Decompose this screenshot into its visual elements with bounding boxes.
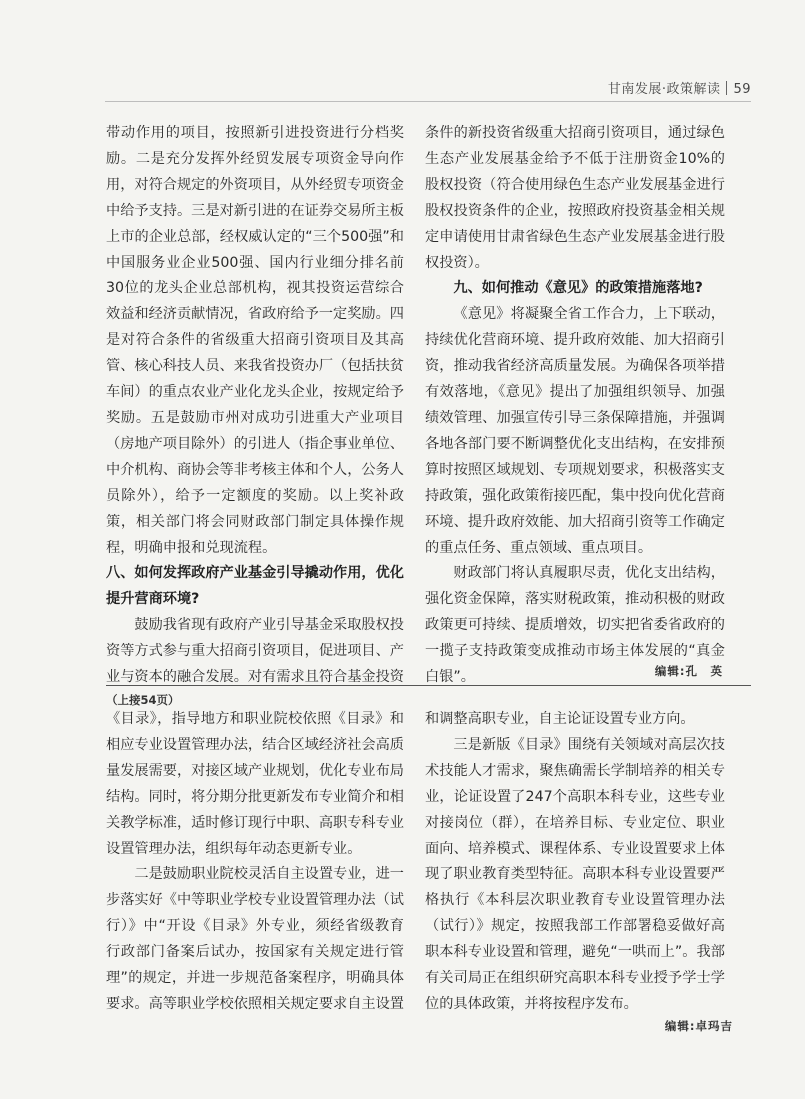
header-divider bbox=[726, 81, 727, 95]
paragraph: 《目录》，指导地方和职业院校依照《目录》和相应专业设置管理办法，结合区域经济社会高质量发展需要，对接区域产业规划，优化专业布局结构。同时，将分期分批更新发布专业简介和相关教学标准，适时修订现行中职、高职专科专业设置管理办法，组织每年动态更新专业。 bbox=[106, 711, 404, 857]
top-left-column bbox=[106, 121, 404, 691]
section-heading: 八、如何发挥政府产业基金引导撬动作用，优化提升营商环境? bbox=[106, 565, 404, 608]
editor-credit: 编辑:卓玛吉 bbox=[664, 1019, 733, 1033]
paragraph: 《意见》将凝聚全省工作合力，上下联动，持续优化营商环境、提升政府效能、加大招商引资，推动我省经济高质量发展。为确保各项举措有效落地，《意见》提出了加强组织领导、加强绩效管理、加强宣传引导三条保障措施，并强调各地各部门要不断调整优化支出结构，在安排预算时按照区域规划、专项规划要求，积极落实支持政策，强化政策衔接匹配，集中投向优化营商环境、提升政府效能、加大招商引资等工作确定的重点任务、重点领域、重点项目。 bbox=[425, 306, 725, 556]
paragraph: 带动作用的项目，按照新引进投资进行分档奖励。二是充分发挥外经贸发展专项资金导向作用，对符合规定的外资项目，从外经贸专项资金中给予支持。三是对新引进的在证券交易所主板上市的企业总部，经权威认定的“三个500强”和中国服务业企业500强、国内行业细分排名前30位的龙头企业总部机构，视其投资运营综合效益和经济贡献情况，省政府给予一定奖励。四是对符合条件的省级重大招商引资项目及其高管、核心科技人员、来我省投资办厂（包括扶贫车间）的重点农业产业化龙头企业，按规定给予奖励。五是鼓励市州对成功引进重大产业项目（房地产项目除外）的引进人（指企事业单位、中介机构、商协会等非考核主体和个人，公务人员除外），给予一定额度的奖励。以上奖补政策，相关部门将会同财政部门制定具体操作规程，明确申报和兑现流程。 bbox=[106, 125, 404, 556]
section-title: 甘南发展·政策解读 bbox=[607, 82, 721, 97]
paragraph: 和调整高职专业，自主论证设置专业方向。 bbox=[425, 711, 695, 727]
page-header bbox=[608, 78, 751, 97]
paragraph: 条件的新投资省级重大招商引资项目，通过绿色生态产业发展基金给予不低于注册资金10%的股权投资（符合使用绿色生态产业发展基金进行股权投资条件的企业，按照政府投资基金相关规定申请使用甘肃省绿色生态产业发展基金进行股权投资）。 bbox=[425, 125, 725, 271]
header-rule bbox=[105, 101, 751, 102]
page-number: 59 bbox=[733, 82, 751, 97]
paragraph: 二是鼓励职业院校灵活自主设置专业，进一步落实好《中等职业学校专业设置管理办法（试行）》中“开设《目录》外专业，须经省级教育行政部门备案后试办，按国家有关规定进行管理”的规定，并进一步规范备案程序，明确具体要求。高等职业学校依照相关规定要求自主设置 bbox=[106, 866, 404, 1012]
bottom-right-column bbox=[425, 707, 725, 1018]
bottom-left-column bbox=[106, 707, 404, 1018]
paragraph: 三是新版《目录》围绕有关领域对高层次技术技能人才需求，聚焦确需长学制培养的相关专业，论证设置了247个高职本科专业，这些专业对接岗位（群），在培养目标、专业定位、职业面向、培养模式、课程体系、专业设置要求上体现了职业教育类型特征。高职本科专业设置要严格执行《本科层次职业教育专业设置管理办法（试行）》规定，按照我部工作部署稳妥做好高职本科专业设置和管理，避免“一哄而上”。我部有关司局正在组织研究高职本科专业授予学士学位的具体政策，并将按程序发布。 bbox=[425, 736, 725, 1012]
top-right-column bbox=[425, 121, 725, 691]
continued-from-note: （上接54页） bbox=[106, 693, 180, 707]
article-divider bbox=[106, 685, 751, 686]
section-heading: 九、如何推动《意见》的政策措施落地? bbox=[453, 280, 703, 297]
paragraph: 财政部门将认真履职尽责，优化支出结构，强化资金保障，落实财税政策，推动积极的财政政策更可持续、提质增效，切实把省委省政府的一揽子支持政策变成推动市场主体发展的“真金白银”。 bbox=[425, 565, 725, 686]
editor-credit: 编辑:孔 英 bbox=[654, 664, 723, 678]
paragraph: 鼓励我省现有政府产业引导基金采取股权投资等方式参与重大招商引资项目，促进项目、产业与资本的融合发展。对有需求且符合基金投资 bbox=[106, 617, 404, 686]
